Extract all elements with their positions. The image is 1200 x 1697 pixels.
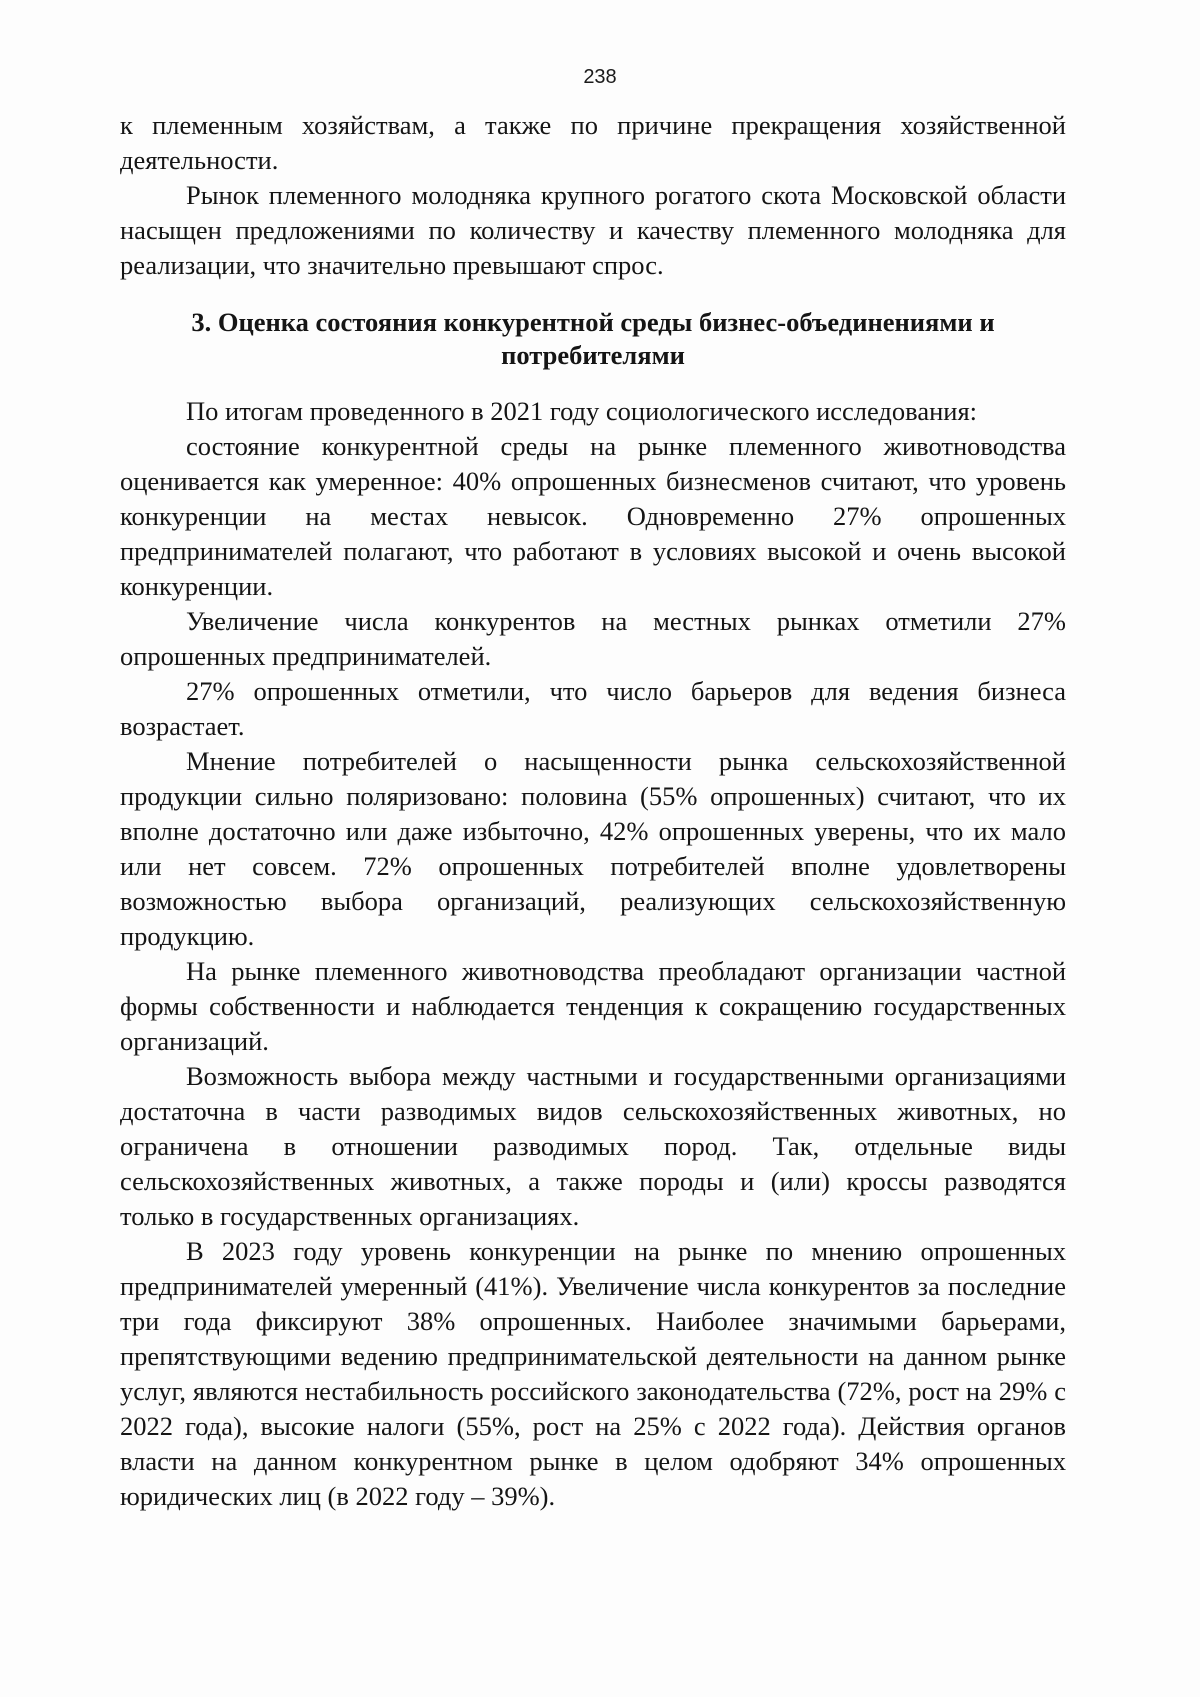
page-number: 238: [583, 66, 617, 88]
paragraph: По итогам проведенного в 2021 году социологического исследования:: [186, 396, 978, 426]
paragraph: Мнение потребителей о насыщенности рынка сельскохозяйственной продукции сильно поляризовано: половина (55% опрошенных) считают, что их вполне достаточно или даже избыточно, 42% опрошенных уверены, что их мало или нет совсем. 72% опрошенных потребителей вполне удовлетворены возможностью выбора организаций, реализующих сельскохозяйственную продукцию.: [120, 746, 1066, 951]
document-body: [120, 108, 1066, 1514]
paragraph: 27% опрошенных отметили, что число барьеров для ведения бизнеса возрастает.: [120, 676, 1066, 741]
paragraph: Рынок племенного молодняка крупного рогатого скота Московской области насыщен предложениями по количеству и качеству племенного молодняка для реализации, что значительно превышают спрос.: [120, 180, 1066, 280]
paragraph: состояние конкурентной среды на рынке племенного животноводства оценивается как умеренное: 40% опрошенных бизнесменов считают, что уровень конкуренции на местах невысок. Одновременно 27% опрошенных предпринимателей полагают, что работают в условиях высокой и очень высокой конкуренции.: [120, 431, 1066, 601]
paragraph: В 2023 году уровень конкуренции на рынке по мнению опрошенных предпринимателей умеренный (41%). Увеличение числа конкурентов за последние три года фиксируют 38% опрошенных. Наиболее значимыми барьерами, препятствующими ведению предпринимательской деятельности на данном рынке услуг, являются нестабильность российского законодательства (72%, рост на 29% с 2022 года), высокие налоги (55%, рост на 25% с 2022 года). Действия органов власти на данном конкурентном рынке в целом одобряют 34% опрошенных юридических лиц (в 2022 году – 39%).: [120, 1236, 1066, 1511]
paragraph: Возможность выбора между частными и государственными организациями достаточна в части разводимых видов сельскохозяйственных животных, но ограничена в отношении разводимых пород. Так, отдельные виды сельскохозяйственных животных, а также породы и (или) кроссы разводятся только в государственных организациях.: [120, 1061, 1066, 1231]
paragraph: На рынке племенного животноводства преобладают организации частной формы собственности и наблюдается тенденция к сокращению государственных организаций.: [120, 956, 1066, 1056]
paragraph-continuation: к племенным хозяйствам, а также по причине прекращения хозяйственной деятельности.: [120, 110, 1066, 175]
paragraph: Увеличение числа конкурентов на местных рынках отметили 27% опрошенных предпринимателей.: [120, 606, 1066, 671]
section-heading: 3. Оценка состояния конкурентной среды бизнес-объединениями и потребителями: [191, 307, 995, 370]
